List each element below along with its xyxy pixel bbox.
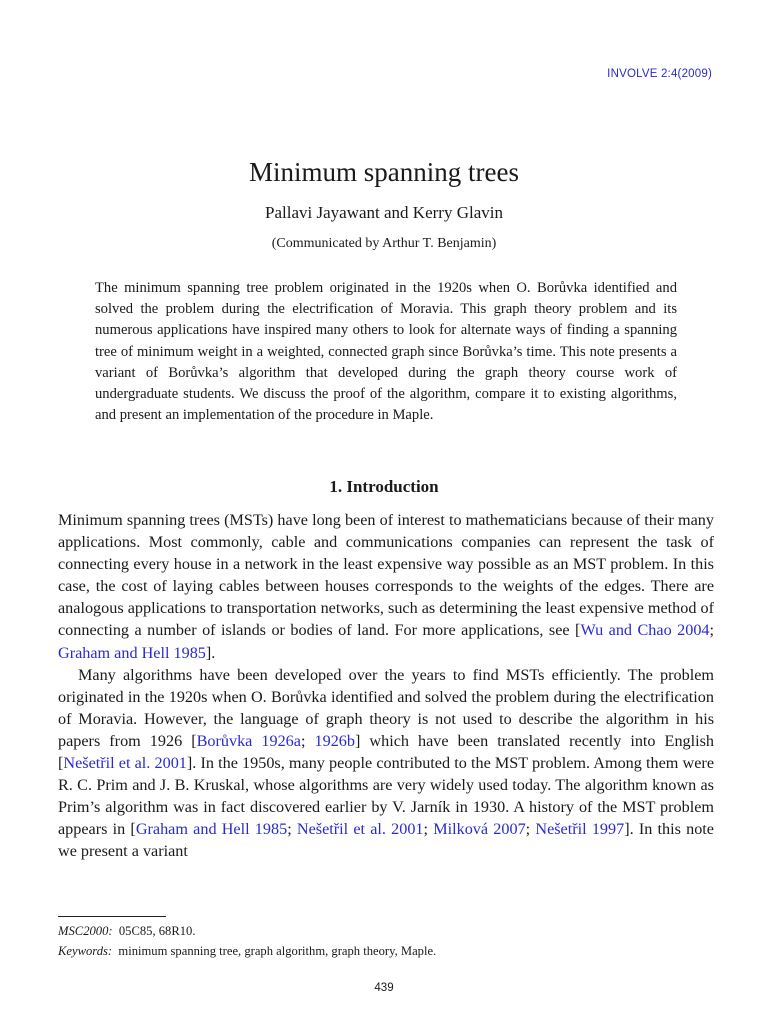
page-number: 439 xyxy=(374,982,394,994)
citation-link[interactable]: Graham and Hell 1985 xyxy=(135,820,288,839)
paragraph-2 xyxy=(58,664,714,863)
citation-link[interactable]: Wu and Chao 2004 xyxy=(580,621,710,640)
paragraph-text: ; xyxy=(709,621,715,640)
paragraph-text: ; xyxy=(287,820,297,839)
keywords-label: Keywords: xyxy=(58,944,113,958)
paragraph-text: ]. In this note we present a variant xyxy=(58,820,714,861)
abstract: The minimum spanning tree problem originated in the 1920s when O. Borůvka identified and solved the problem during the electrification of Moravia. This graph theory problem and its numerous applications have inspired many others to look for alternate ways of finding a spanning tree of minimum weight in a weighted, connected graph since Borůvka’s time. This note presents a variant of Borůvka’s algorithm that developed during the graph theory course work of undergraduate students. We discuss the proof of the algorithm, compare it to existing algorithms, and present an implementation of the procedure in Maple. xyxy=(95,280,677,424)
footnote-keywords xyxy=(58,943,718,959)
paragraph-text: ]. In the 1950s, many people contributed to the MST problem. Among them were R. C. Prim and J. B. Kruskal, whose algorithms are very widely used today. The algorithm known as Prim’s algorithm was in fact discovered earlier by V. Jarník in 1930. A history of the MST problem appears in [ xyxy=(58,754,714,839)
citation-link[interactable]: Nešetřil et al. 2001 xyxy=(63,754,187,773)
paragraph-text: ; xyxy=(423,820,434,839)
citation-link[interactable]: Borůvka 1926a xyxy=(196,731,301,750)
keywords-value: minimum spanning tree, graph algorithm, graph theory, Maple. xyxy=(118,944,437,958)
citation-link[interactable]: Nešetřil 1997 xyxy=(535,820,625,839)
paragraph-text: ; xyxy=(525,820,536,839)
citation-link[interactable]: Milková 2007 xyxy=(433,820,526,839)
msc-label: MSC2000: xyxy=(58,924,113,938)
msc-value: 05C85, 68R10. xyxy=(118,924,196,938)
introduction-body xyxy=(58,509,714,863)
paragraph-text: Many algorithms have been developed over the years to find MSTs efficiently. The problem originated in the 1920s when O. Borůvka identified and solved the problem during the electrification of Moravia. However, the language of graph theory is not used to describe the algorithm in his papers from 1926 [ xyxy=(58,665,714,750)
footnote-msc xyxy=(58,923,718,939)
paper-authors: Pallavi Jayawant and Kerry Glavin xyxy=(265,203,503,222)
citation-link[interactable]: 1926b xyxy=(314,731,355,750)
footnote-divider xyxy=(58,916,166,917)
journal-reference-link[interactable]: INVOLVE 2:4(2009) xyxy=(607,68,712,80)
communicated-by: (Communicated by Arthur T. Benjamin) xyxy=(271,236,497,251)
citation-link[interactable]: Graham and Hell 1985 xyxy=(58,643,206,662)
paper-title: Minimum spanning trees xyxy=(249,157,519,187)
paragraph-1 xyxy=(58,509,714,664)
citation-link[interactable]: Nešetřil et al. 2001 xyxy=(296,820,424,839)
paragraph-text: ; xyxy=(300,731,315,750)
section-heading-introduction: 1. Introduction xyxy=(329,477,439,496)
paragraph-text: Minimum spanning trees (MSTs) have long been of interest to mathematicians because of their many applications. Most commonly, cable and communications companies can represent the task of connecting every house in a network in the least expensive way possible as an MST problem. In this case, the cost of laying cables between houses corresponds to the weights of the edges. There are analogous applications to transportation networks, such as determining the least expensive method of connecting a number of islands or bodies of land. For more applications, see [ xyxy=(58,511,714,640)
paragraph-text: ] which have been translated recently into English [ xyxy=(58,731,715,773)
paragraph-text: ]. xyxy=(205,643,216,662)
